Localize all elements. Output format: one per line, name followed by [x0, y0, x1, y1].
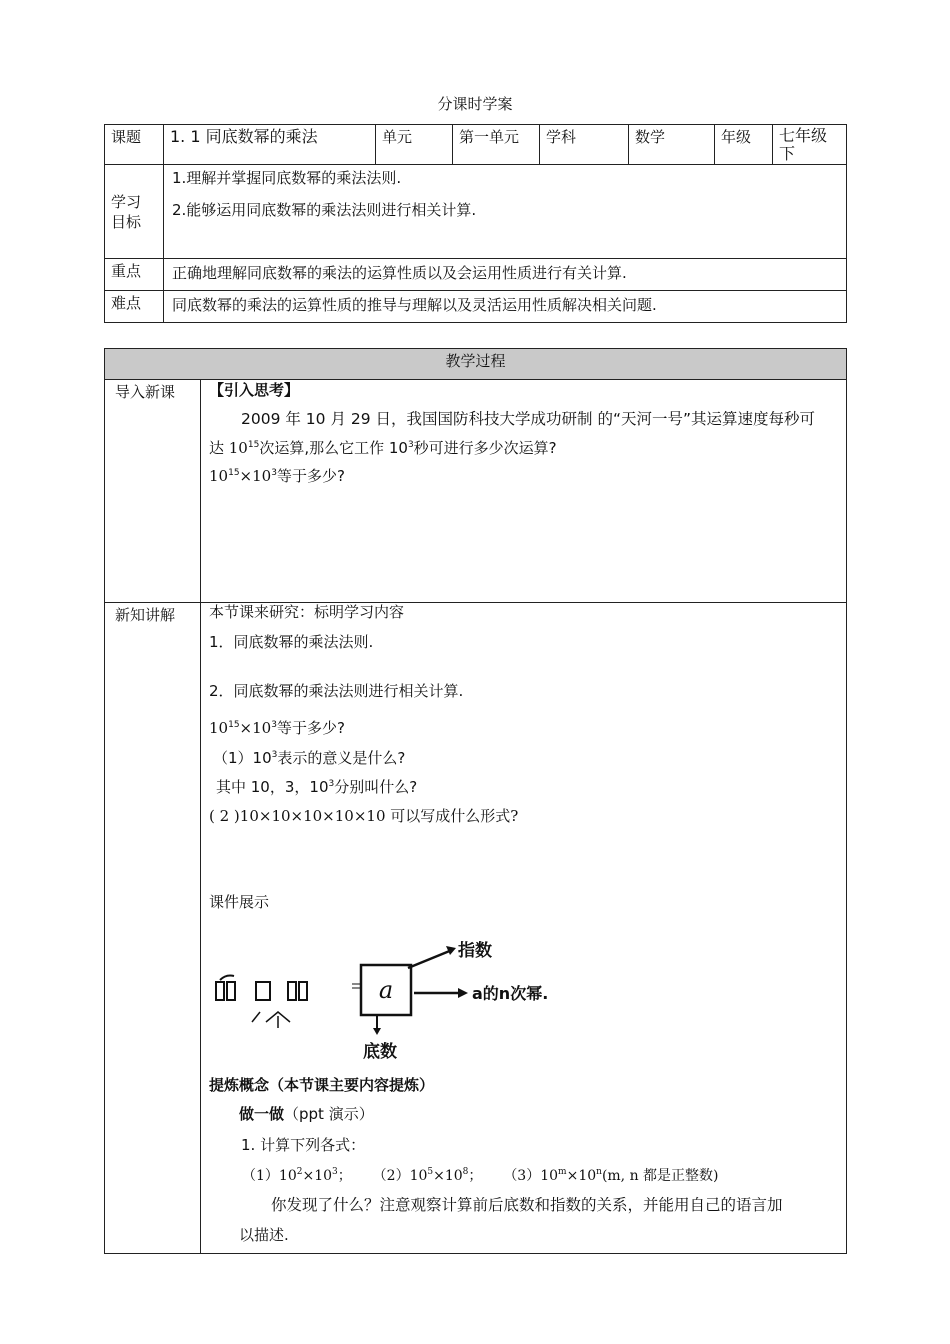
subject-label: 学科: [540, 125, 629, 165]
exponent-label: 指数: [458, 941, 492, 961]
concept-heading: 提炼概念（本节课主要内容提炼）: [209, 1076, 435, 1094]
base-symbol: a: [378, 976, 394, 1004]
calc-item-3: $(3)10^m\times 10^n(m$, n 都是正整数): [503, 1167, 719, 1184]
calc-title: 1. 计算下列各式：: [241, 1136, 366, 1154]
goals-label-line1: 学习: [111, 192, 142, 211]
question-main: $10^{15}\times 10^3$等于多少?: [209, 719, 345, 737]
subject-value: 数学: [629, 125, 715, 165]
topic-value: 1. 1 同底数幂的乘法: [164, 125, 376, 165]
garbled-count-glyph: [252, 1012, 290, 1028]
goal-item: 1.理解并掌握同底数幂的乘法法则.: [172, 169, 402, 187]
grade-value-line2: 下: [779, 144, 796, 163]
question-1b: 其中 10，3，$10^3$分别叫什么?: [216, 778, 418, 796]
base-label: 底数: [363, 1042, 397, 1062]
grade-value: [773, 125, 847, 165]
question-2: ( 2 )10×10×10×10×10 可以写成什么形式?: [209, 807, 519, 825]
process-header: 教学过程: [105, 349, 847, 380]
unit-label: 单元: [376, 125, 453, 165]
grade-value-line1: 七年级: [779, 126, 828, 145]
calc-item-1: $(1)10^2\times 10^3$；: [242, 1167, 352, 1184]
new-item-1: 1．同底数幂的乘法法则.: [209, 633, 374, 651]
info-table: [104, 124, 847, 323]
key-label: 重点: [105, 259, 164, 291]
intro-label: 导入新课: [105, 380, 201, 603]
intro-paragraph-line2: 达 $10^{15}$次运算,那么它工作 $10^3$秒可进行多少次运算?: [209, 439, 557, 457]
new-label: 新知讲解: [105, 603, 201, 1254]
try-it: 做一做（ppt 演示）: [239, 1105, 374, 1123]
difficulty-label: 难点: [105, 291, 164, 323]
key-value: 正确地理解同底数幂的乘法的运算性质以及会运用性质进行有关计算.: [164, 259, 847, 291]
power-label: a的n次幂.: [472, 984, 549, 1003]
goals-label: [105, 165, 164, 259]
new-item-2: 2．同底数幂的乘法法则进行相关计算.: [209, 682, 464, 700]
calc-items: [242, 1166, 719, 1186]
calc-item-2: $(2)10^5\times 10^8$；: [372, 1167, 483, 1184]
question-1: $(1)10^3$表示的意义是什么?: [213, 749, 406, 767]
power-diagram: [200, 930, 600, 1070]
courseware-label: 课件展示: [209, 893, 270, 911]
intro-heading: 【引入思考】: [209, 381, 300, 399]
discover-line1: 你发现了什么？注意观察计算前后底数和指数的关系，并能用自己的语言加: [271, 1196, 783, 1214]
topic-label: 课题: [105, 125, 164, 165]
garbled-product-glyph: [216, 976, 364, 1001]
exponent-arrow: [408, 950, 452, 968]
new-heading: 本节课来研究：标明学习内容: [209, 603, 405, 621]
goals-cell: [164, 165, 847, 259]
difficulty-value: 同底数幂的乘法的运算性质的推导与理解以及灵活运用性质解决相关问题.: [164, 291, 847, 323]
goals-label-line2: 目标: [111, 212, 142, 231]
goal-item: 2.能够运用同底数幂的乘法法则进行相关计算.: [172, 201, 477, 219]
discover-line2: 以描述.: [239, 1226, 289, 1244]
grade-label: 年级: [715, 125, 773, 165]
intro-question: $10^{15}\times 10^3$等于多少?: [209, 467, 345, 485]
intro-paragraph-line1: 2009 年 10 月 29 日，我国国防科技大学成功研制 的“天河一号”其运算速度每秒可: [241, 410, 816, 428]
page-title: 分课时学案: [437, 95, 513, 113]
unit-value: 第一单元: [453, 125, 540, 165]
